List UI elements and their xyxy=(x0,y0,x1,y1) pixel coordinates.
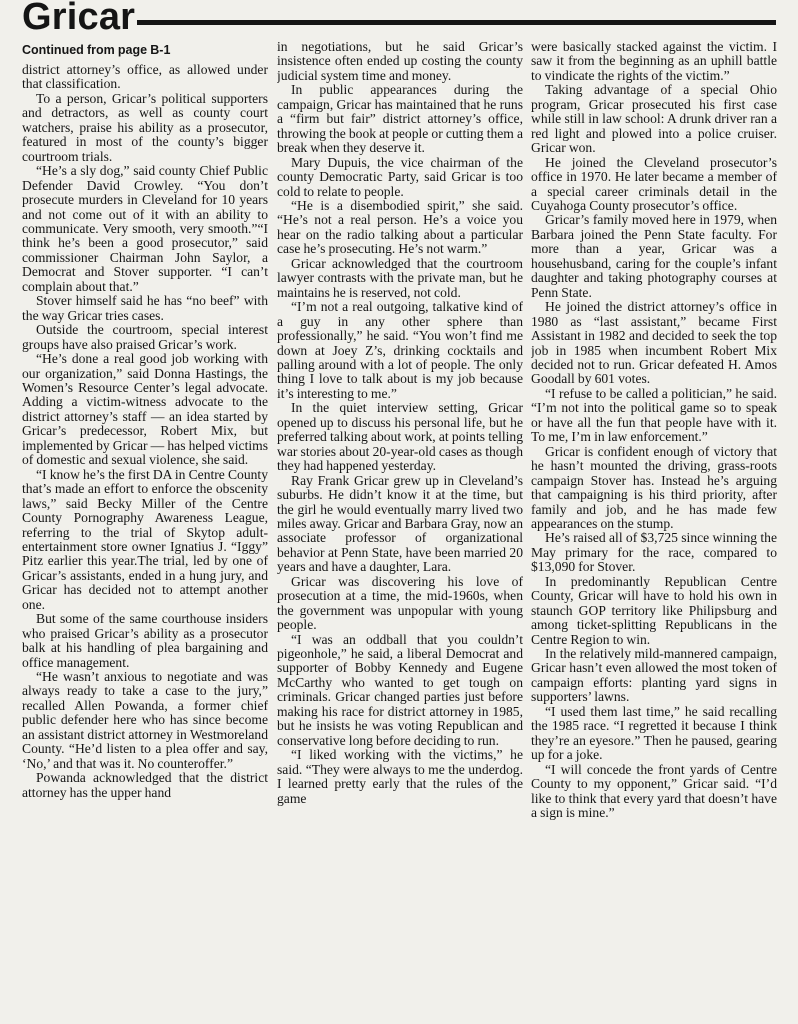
column-2 xyxy=(277,40,523,1024)
paragraph: were basically stacked against the victim. I saw it from the beginning as an uphill battle to vindicate the rights of the victim.” xyxy=(531,40,777,83)
paragraph: “He’s done a real good job working with our organization,” said Donna Hastings, the Women’s Resource Center’s legal advocate. Adding a victim-witness advocate to the district attorney’s staff — an idea started by Gricar’s predecessor, Robert Mix, but implemented by Gricar — has helped victims of domestic and sexual violence, she said. xyxy=(22,351,268,468)
paragraph: “I used them last time,” he said recalling the 1985 race. “I regretted it because I think they’re an eyesore.” Then he paused, gearing up for a joke. xyxy=(531,703,777,763)
paragraph: He’s raised all of $3,725 since winning the May primary for the race, compared to $13,090 for Stover. xyxy=(531,530,777,575)
paragraph: in negotiations, but he said Gricar’s insistence often ended up costing the county judicial system time and money. xyxy=(277,40,523,83)
continued-from-label: Continued from page B-1 xyxy=(22,43,171,57)
paragraph: “He’s a sly dog,” said county Chief Public Defender David Crowley. “You don’t prosecute murders in Cleveland for 10 years and not come out of it with an ability to communicate. Very smooth, very smooth.”“I think he’s been a good prosecutor,” said commissioner Chairman John Saylor, a Democrat and Stover supporter. “I can’t complain about that.” xyxy=(22,163,268,294)
paragraph: Gricar’s family moved here in 1979, when Barbara joined the Penn State faculty. For more than a year, Gricar was a househusband, caring for the couple’s infant daughter and taking photography courses at Penn State. xyxy=(531,212,777,300)
paragraph: “I liked working with the victims,” he said. “They were always to me the underdog. I learned pretty early that the rules of the game xyxy=(277,747,523,806)
paragraph: “I will concede the front yards of Centre County to my opponent,” Gricar said. “I’d like to think that every yard that doesn’t have a sign is mine.” xyxy=(531,761,777,821)
paragraph: Powanda acknowledged that the district attorney has the upper hand xyxy=(22,770,268,800)
paragraph: “He wasn’t anxious to negotiate and was always ready to take a case to the jury,” recalled Allen Powanda, a former chief public defender here who has since become an assistant district attorney in Westmoreland County. “He’d listen to a plea offer and say, ‘No,’ and that was it. No counteroffer.” xyxy=(22,669,268,771)
paragraph: Stover himself said he has “no beef” with the way Gricar tries cases. xyxy=(22,293,268,323)
paragraph: In the quiet interview setting, Gricar opened up to discuss his personal life, but he preferred talking about work, at points telling war stories about 20-year-old cases as though they had happened yesterday. xyxy=(277,400,523,474)
article-header xyxy=(22,0,776,38)
paragraph: In predominantly Republican Centre County, Gricar will have to hold his own in staunch GOP territory like Philipsburg and among ticket-splitting Republicans in the Centre Region to win. xyxy=(531,573,777,647)
paragraph: district attorney’s office, as allowed under that classification. xyxy=(22,62,268,92)
column-3 xyxy=(531,40,777,1024)
paragraph: Gricar acknowledged that the courtroom lawyer contrasts with the private man, but he maintains he is reserved, not cold. xyxy=(277,255,523,300)
paragraph: Gricar is confident enough of victory that he hasn’t mounted the driving, grass-roots campaign Stover has. Instead he’s arguing that campaigning is his third priority, after family and job, and he has made few appearances on the stump. xyxy=(531,443,777,531)
paragraph: He joined the district attorney’s office in 1980 as “last assistant,” became First Assistant in 1982 and decided to seek the top job in 1985 when incumbent Robert Mix decided not to run. Gricar defeated H. Amos Goodall by 601 votes. xyxy=(531,299,777,387)
paragraph: “I know he’s the first DA in Centre County that’s made an effort to enforce the obscenity laws,” said Becky Miller of the Centre County Pornography Awareness League, referring to the trial of Skytop adult-entertainment store owner Ignatius J. “Iggy” Pitz earlier this year.The trial, led by one of Gricar’s assistants, ended in a hung jury, and Gricar has decided not to attempt another one. xyxy=(22,466,268,612)
paragraph: “He is a disembodied spirit,” she said. “He’s not a real person. He’s a voice you hear on the radio talking about a particular case he’s prosecuting. He’s not warm.” xyxy=(277,197,523,257)
paragraph: To a person, Gricar’s political supporters and detractors, as well as county court watchers, praise his ability as a prosecutor, featured in most of the county’s bigger courtroom trials. xyxy=(22,90,268,164)
paragraph: In public appearances during the campaign, Gricar has maintained that he runs a “firm but fair” district attorney’s office, throwing the book at people or cutting them a break when they deserve it. xyxy=(277,82,523,156)
paragraph: Outside the courtroom, special interest groups have also praised Gricar’s work. xyxy=(22,322,268,352)
paragraph: Mary Dupuis, the vice chairman of the county Democratic Party, said Gricar is too cold to relate to people. xyxy=(277,154,523,199)
paragraph: “I refuse to be called a politician,” he said. “I’m not into the political game so to speak or have all the fun that people have with it. To me, I’m in law enforcement.” xyxy=(531,385,777,445)
column-1 xyxy=(22,40,268,1024)
paragraph: Ray Frank Gricar grew up in Cleveland’s suburbs. He didn’t know it at the time, but the girl he would eventually marry lived two miles away. Gricar and Barbara Gray, now an associate professor of organizational behavior at Penn State, have been married 20 years and have a daughter, Lara. xyxy=(277,472,523,575)
paragraph: Gricar was discovering his love of prosecution at a time, the mid-1960s, when the government was unpopular with young people. xyxy=(277,573,523,633)
paragraph: “I was an oddball that you couldn’t pigeonhole,” he said, a liberal Democrat and supporter of Bobby Kennedy and Eugene McCarthy who wanted to get tough on criminals. Gricar changed parties just before making his race for district attorney in 1985, but he insists he was voting Republican and conservative long before deciding to run. xyxy=(277,631,523,748)
paragraph: But some of the same courthouse insiders who praised Gricar’s ability as a prosecutor balk at his handling of plea bargaining and office management. xyxy=(22,611,268,670)
header-rule xyxy=(137,20,776,25)
paragraph: He joined the Cleveland prosecutor’s office in 1970. He later became a member of a special career criminals detail in the Cuyahoga County prosecutor’s office. xyxy=(531,154,777,213)
paragraph: Taking advantage of a special Ohio program, Gricar prosecuted his first case while still in law school: A drunk driver ran a red light and plowed into a police cruiser. Gricar won. xyxy=(531,82,777,156)
paragraph: “I’m not a real outgoing, talkative kind of a guy in any other sphere than professionally,” he said. “You won’t find me down at Joey Z’s, drinking cocktails and palling around with a lot of people. The only thing I love to talk about is my job because it’s interesting to me.” xyxy=(277,299,523,401)
paragraph: In the relatively mild-mannered campaign, Gricar hasn’t even allowed the most token of campaign efforts: planting yard signs in supporters’ lawns. xyxy=(531,646,777,705)
article-title: Gricar xyxy=(22,0,136,38)
